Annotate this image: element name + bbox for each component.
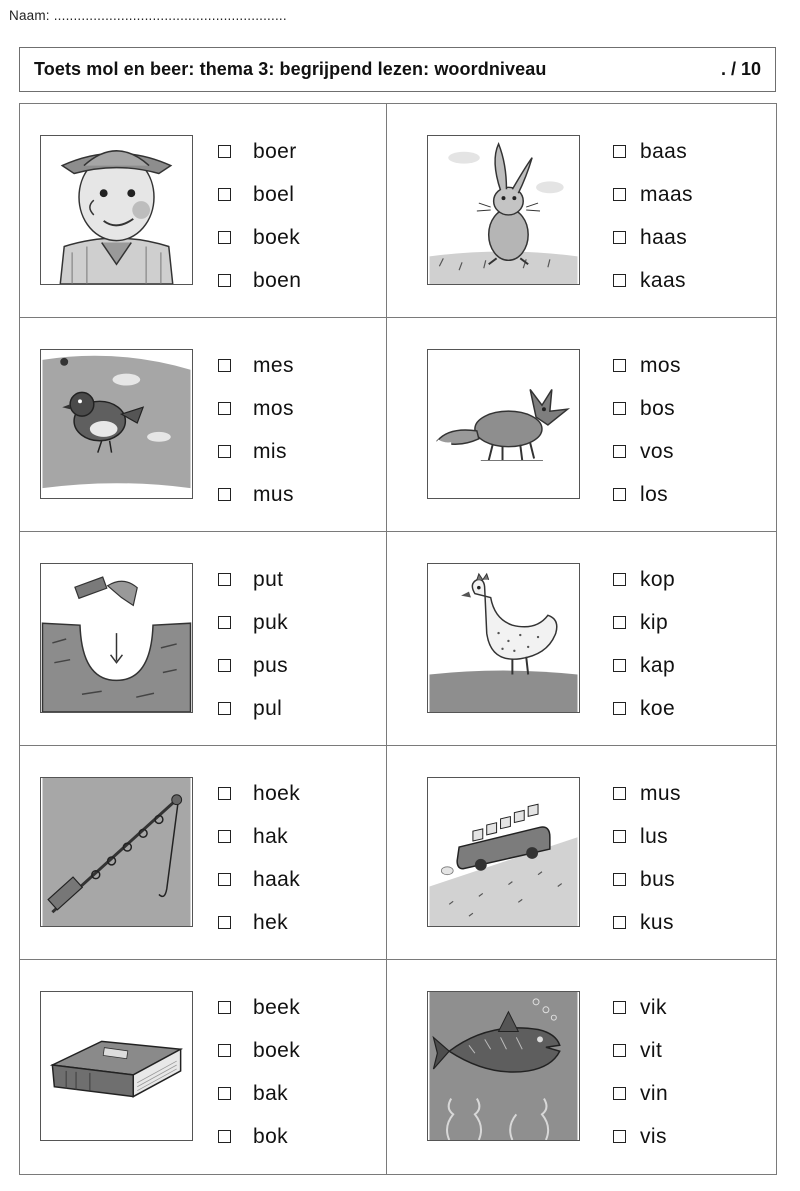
checkbox[interactable] [613,1001,626,1014]
answer-option[interactable] [613,173,693,216]
answer-word: hak [253,824,289,848]
answer-options [218,558,288,730]
answer-word: mes [253,353,294,377]
checkbox[interactable] [613,274,626,287]
checkbox[interactable] [613,145,626,158]
answer-option[interactable] [613,1072,668,1115]
exercise-cell [387,532,776,746]
well-hole-picture [40,563,193,713]
answer-options [613,986,668,1158]
answer-word: mos [253,396,294,420]
answer-word: mos [640,353,681,377]
exercise-grid [19,103,777,1175]
answer-option[interactable] [218,1072,300,1115]
answer-word: haas [640,225,688,249]
answer-word: lus [640,824,669,848]
answer-option[interactable] [613,259,693,302]
answer-word: boek [253,225,301,249]
answer-word: hek [253,910,289,934]
answer-option[interactable] [613,430,681,473]
answer-word: vik [640,995,667,1019]
answer-word: pus [253,653,289,677]
answer-word: bok [253,1124,289,1148]
answer-option[interactable] [613,387,681,430]
exercise-cell [387,746,776,960]
book-picture [40,991,193,1141]
checkbox[interactable] [613,659,626,672]
checkbox[interactable] [218,916,231,929]
checkbox[interactable] [218,488,231,501]
exercise-cell [387,960,776,1174]
checkbox[interactable] [613,488,626,501]
answer-option[interactable] [218,259,301,302]
answer-word: vis [640,1124,667,1148]
bus-picture [427,777,580,927]
answer-option[interactable] [613,344,681,387]
title-box [19,47,776,92]
answer-word: mus [640,781,681,805]
exercise-cell [20,746,387,960]
answer-word: kaas [640,268,686,292]
checkbox[interactable] [218,1130,231,1143]
test-title: Toets mol en beer: thema 3: begrijpend lezen: woordniveau [34,59,547,79]
answer-option[interactable] [218,986,300,1029]
answer-option[interactable] [613,473,681,516]
checkbox[interactable] [218,402,231,415]
answer-option[interactable] [218,1115,300,1158]
checkbox[interactable] [613,573,626,586]
answer-word: haak [253,867,301,891]
answer-option[interactable] [218,601,288,644]
farmer-picture [40,135,193,285]
answer-word: bus [640,867,676,891]
answer-option[interactable] [613,815,681,858]
answer-option[interactable] [613,901,681,944]
answer-option[interactable] [613,601,675,644]
answer-option[interactable] [218,815,300,858]
checkbox[interactable] [218,145,231,158]
hen-picture [427,563,580,713]
answer-word: mus [253,482,294,506]
answer-option[interactable] [218,473,294,516]
answer-word: los [640,482,669,506]
checkbox[interactable] [218,830,231,843]
answer-option[interactable] [613,1029,668,1072]
answer-word: bos [640,396,676,420]
answer-option[interactable] [613,1115,668,1158]
checkbox[interactable] [218,359,231,372]
answer-options [613,772,681,944]
name-field-label[interactable]: Naam: ........................................................... [9,8,287,23]
answer-option[interactable] [218,216,301,259]
fish-picture [427,991,580,1141]
checkbox[interactable] [218,616,231,629]
checkbox[interactable] [218,274,231,287]
checkbox[interactable] [218,1044,231,1057]
checkbox[interactable] [613,445,626,458]
answer-word: boen [253,268,302,292]
answer-word: boer [253,139,297,163]
checkbox[interactable] [218,445,231,458]
answer-word: vit [640,1038,663,1062]
answer-option[interactable] [218,173,301,216]
answer-option[interactable] [613,687,675,730]
checkbox[interactable] [613,702,626,715]
answer-word: vin [640,1081,669,1105]
answer-word: beek [253,995,301,1019]
answer-options [613,558,675,730]
answer-option[interactable] [218,344,294,387]
exercise-cell [20,532,387,746]
checkbox[interactable] [218,1001,231,1014]
answer-option[interactable] [613,986,668,1029]
answer-options [218,130,301,302]
answer-option[interactable] [613,130,693,173]
answer-option[interactable] [218,772,300,815]
hare-picture [427,135,580,285]
answer-options [613,344,681,516]
answer-word: boel [253,182,295,206]
answer-options [613,130,693,302]
answer-word: kap [640,653,676,677]
answer-option[interactable] [218,130,301,173]
fishing-hook-picture [40,777,193,927]
checkbox[interactable] [613,916,626,929]
checkbox[interactable] [218,573,231,586]
checkbox[interactable] [613,231,626,244]
score-field: . / 10 [720,59,761,79]
exercise-cell [387,318,776,532]
answer-word: maas [640,182,693,206]
answer-options [218,772,300,944]
answer-word: puk [253,610,289,634]
sparrow-picture [40,349,193,499]
checkbox[interactable] [218,231,231,244]
checkbox[interactable] [218,787,231,800]
answer-word: baas [640,139,688,163]
answer-option[interactable] [613,858,681,901]
checkbox[interactable] [218,1087,231,1100]
checkbox[interactable] [613,1087,626,1100]
checkbox[interactable] [613,830,626,843]
answer-word: bak [253,1081,289,1105]
answer-word: put [253,567,284,591]
checkbox[interactable] [613,616,626,629]
answer-word: mis [253,439,287,463]
checkbox[interactable] [218,188,231,201]
checkbox[interactable] [613,787,626,800]
checkbox[interactable] [613,402,626,415]
checkbox[interactable] [613,1130,626,1143]
answer-word: boek [253,1038,301,1062]
answer-word: koe [640,696,676,720]
exercise-cell [20,960,387,1174]
answer-option[interactable] [218,558,288,601]
answer-word: kip [640,610,669,634]
exercise-cell [20,318,387,532]
answer-options [218,986,300,1158]
checkbox[interactable] [218,873,231,886]
answer-option[interactable] [613,644,675,687]
answer-option[interactable] [218,858,300,901]
checkbox[interactable] [218,702,231,715]
answer-option[interactable] [218,901,300,944]
answer-option[interactable] [218,387,294,430]
answer-word: hoek [253,781,301,805]
answer-option[interactable] [218,687,288,730]
checkbox[interactable] [613,188,626,201]
checkbox[interactable] [613,1044,626,1057]
exercise-cell [20,104,387,318]
checkbox[interactable] [613,873,626,886]
answer-option[interactable] [613,772,681,815]
checkbox[interactable] [613,359,626,372]
answer-word: kop [640,567,676,591]
answer-word: vos [640,439,674,463]
answer-option[interactable] [218,1029,300,1072]
answer-options [218,344,294,516]
answer-word: pul [253,696,283,720]
fox-picture [427,349,580,499]
answer-option[interactable] [613,216,693,259]
answer-word: kus [640,910,674,934]
answer-option[interactable] [218,644,288,687]
answer-option[interactable] [613,558,675,601]
checkbox[interactable] [218,659,231,672]
exercise-cell [387,104,776,318]
answer-option[interactable] [218,430,294,473]
